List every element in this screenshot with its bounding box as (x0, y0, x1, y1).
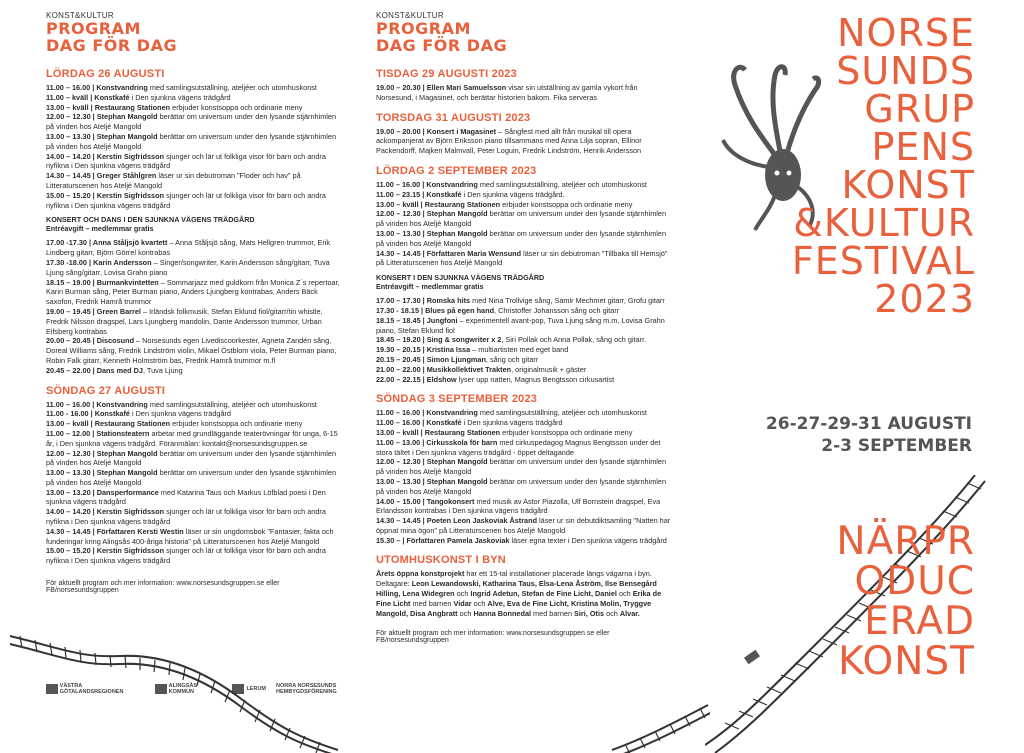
day-heading: SÖNDAG 27 AUGUSTI (46, 384, 166, 397)
event-time-title: 12.00 – 12.30 | Stephan Mangold (376, 457, 488, 467)
event-list (376, 180, 676, 268)
event-row (376, 408, 676, 418)
event-row (376, 365, 676, 375)
event-time-title: 14.00 – 14.20 | Kerstin Sigfridsson (46, 507, 165, 517)
event-row (46, 238, 346, 258)
event-time-title: 14.00 – 15.00 | Tangokonsert (376, 496, 475, 506)
event-description: i Den sjunkna vägens trädgård. (461, 189, 565, 199)
day-heading: TORSDAG 31 AUGUSTI 2023 (376, 111, 531, 124)
event-time-title: 11.00 – 16.00 | Konstvandring (376, 408, 478, 418)
event-time-title: 11.00 – 16.00 | Konstkafé (376, 418, 462, 428)
event-description: i Den sjunkna vägens trädgård (129, 92, 231, 102)
event-time-title: 19.00 – 20.30 | Ellen Mari Samuelsson (376, 83, 507, 92)
event-time-title: 18.15 – 19.00 | Burmankvintetten (46, 277, 159, 287)
event-row (46, 488, 346, 508)
logo-text: ALINGSÅS KOMMUN (168, 683, 198, 695)
event-row (376, 316, 676, 336)
event-description: läser ur sin ungdomsbok "Fantasier, fakta och funderingar kring Alingsås 400-åriga historia" på Litteraturscenen hos Ateljé Mangold (46, 526, 334, 546)
event-row (376, 229, 676, 249)
event-description: – Norsesunds egen Livediscoorkester, Agneta Zandén sång, Doreal Williams sång, Fredrik Lindström violin, Mikael Östblom viola, Peter Burman piano, Robin Falk gitarr, Kenneth Holmström bas, Fredrik Hamrå trummor m.fl (46, 336, 337, 365)
event-description: sjunger och lär ut folkliga visor för barn och andra nyfikna i Den sjunkna vägens trädgård (46, 151, 326, 171)
event-time-title: 19.00 – 20.00 | Konsert i Magasinet (376, 126, 497, 136)
event-time-title: 20.00 – 20.45 | Discosund (46, 336, 135, 346)
event-row (46, 429, 346, 449)
title-line: SUNDS (836, 49, 975, 93)
event-time-title: 11.00 – kväll | Konstkafé (46, 92, 130, 102)
event-row (376, 306, 676, 316)
event-description: berättar om universum under den lysande stjärnhimlen på vinden hos Ateljé Mangold (376, 209, 667, 229)
event-row (46, 132, 346, 152)
event-description: sjunger och lär ut folkliga visor för barn och andra nyfikna i Den sjunkna vägens trädgård (46, 190, 326, 210)
event-description: , originalmusik + gäster (511, 364, 587, 374)
utomhus-plain: och (454, 589, 471, 599)
logo-text: VÄSTRA GÖTALANDSREGIONEN (59, 683, 124, 695)
event-description: i Den sjunkna vägens trädgård (129, 409, 231, 419)
event-row (376, 418, 676, 428)
event-description: erbjuder konstsoppa och ordinarie meny (170, 102, 303, 112)
event-row (46, 468, 346, 488)
event-description: – Sångfest med allt från musikal till opera ackompanjerat av Björn Eriksson piano tillsammans med Anna Lilja sopran, Ellinor Packendorff, Majken Malmvall, Peter Loguin, Fredrik Lindström, Henrik Andersson (376, 126, 642, 156)
event-row (376, 536, 676, 546)
event-time-title: 13.00 – 13.30 | Stephan Mangold (376, 476, 488, 486)
event-time-title: 18.45 – 19.20 | Sing & songwriter x 2 (376, 335, 502, 345)
event-list (46, 400, 346, 567)
event-description: med samlingsutställning, ateljéer och utomhuskonst (147, 399, 317, 409)
event-time-title: 13.00 – kväll | Restaurang Stationen (376, 199, 501, 209)
event-time-title: 14.30 – 14.45 | Poeten Leon Jaskoviak Åstrand (376, 516, 538, 526)
middle-column (376, 0, 676, 644)
event-description: sjunger och lär ut folkliga visor för barn och andra nyfikna i Den sjunkna vägens trädgård (46, 507, 326, 527)
day-heading: LÖRDAG 26 AUGUSTI (46, 68, 165, 80)
title-line: ERAD (864, 599, 975, 644)
event-row (376, 190, 676, 200)
event-list (376, 127, 676, 156)
event-row (376, 335, 676, 345)
event-row (46, 93, 346, 103)
event-row (376, 296, 676, 306)
event-time-title: 17.00 – 17.30 | Romska hits (376, 296, 471, 306)
festival-dates (705, 413, 972, 457)
event-description: berättar om universum under den lysande stjärnhimlen på vinden hos Ateljé Mangold (46, 112, 337, 132)
event-row (376, 355, 676, 365)
event-list (376, 83, 676, 103)
konsert-title: KONSERT I DEN SJUNKNA VÄGENS TRÄDGÅRD (376, 273, 545, 283)
event-description: – Anna Ståljsjö sång, Mats Hellgren trummor, Erik Lindberg gitarr, Björn Görrel kontrabas (46, 238, 331, 258)
event-description: berättar om universum under den lysande stjärnhimlen på vinden hos Ateljé Mangold (376, 457, 667, 477)
utomhus-plain: och (604, 608, 620, 618)
event-time-title: 15.30 – | Författaren Pamela Jaskoviak (376, 535, 510, 545)
event-time-title: 20.15 – 20.45 | Simon Ljungman (376, 354, 486, 364)
railway-left-icon (0, 628, 340, 753)
event-row (46, 336, 346, 365)
event-row (46, 507, 346, 527)
title-line: 2023 (874, 277, 975, 321)
event-row (46, 191, 346, 211)
event-row (376, 83, 676, 103)
footer-text: För aktuellt program och mer information: www.norsesundsgruppen.se eller FB/norsesundsgruppen (376, 630, 610, 645)
day-heading: SÖNDAG 3 SEPTEMBER 2023 (376, 393, 538, 406)
event-description: läser ur sin debutroman "Tillbaka till Hemsjö" på Litteraturscenen hos Ateljé Mangold (376, 248, 668, 268)
event-description: med Katarina Taus och Markus Löfblad poesi i Den sjunkna vägens trädgård (46, 487, 326, 507)
event-row (376, 249, 676, 269)
event-row (376, 497, 676, 517)
event-description: – Sommarjazz med guldkorn från Monica Z´s repertoar, Karin Burman sång, Peter Burman piano, Anders Ljungberg kontrabas, Anders Bäck saxofon, Fredrik Hamrå trummor (46, 277, 340, 307)
event-description: erbjuder konstsoppa och ordinarie meny (500, 427, 633, 437)
event-description: , Siri Pollak och Anna Pollak, sång och gitarr. (501, 335, 647, 345)
event-time-title: 14.30 – 14.45 | Greger Ståhlgren (46, 171, 157, 181)
utomhus-heading: UTOMHUSKONST I BYN (376, 554, 506, 567)
event-description: berättar om universum under den lysande stjärnhimlen på vinden hos Ateljé Mangold (376, 228, 667, 248)
event-time-title: 12.00 – 12.30 | Stephan Mangold (46, 448, 158, 458)
utomhus-plain: med barnen (531, 608, 575, 618)
event-row (46, 366, 346, 376)
festival-title (705, 11, 975, 321)
event-time-title: 19.00 – 19.45 | Green Barrel (46, 306, 141, 316)
event-description: med samlingsutställning, ateljéer och utomhuskonst (147, 83, 317, 92)
event-time-title: 15.00 – 15.20 | Kerstin Sigfridsson (46, 190, 165, 200)
event-row (46, 307, 346, 336)
title-line: NORSE (837, 11, 975, 55)
event-time-title: 14.00 – 14.20 | Kerstin Sigfridsson (46, 151, 165, 161)
event-description: , Tuva Ljung (142, 365, 183, 375)
event-row (376, 516, 676, 536)
event-row (46, 112, 346, 132)
event-description: läser ur sin debutroman "Floder och hav" på Litteraturscenen hos Ateljé Mangold (46, 171, 301, 190)
title-line: NÄRPR (836, 519, 975, 564)
event-row (46, 400, 346, 410)
event-description: berättar om universum under den lysande stjärnhimlen på vinden hos Ateljé Mangold (376, 476, 667, 496)
day-heading: LÖRDAG 2 SEPTEMBER 2023 (376, 164, 537, 177)
event-description: arbetar med grundläggande teaterövningar för unga, 6-15 år, i Den sjunkna vägens trädgård. Föranmälan: kontakt@norsesundsgruppen.se (46, 428, 338, 448)
event-description: visar sin utställning av gamla vykort från Norsesund, i Magasinet, och berättar historien bakom. Fika serveras (376, 83, 638, 102)
event-time-title: 17.00 -17.30 | Anna Ståljsjö kvartett (46, 238, 168, 248)
right-panel (705, 0, 1024, 753)
utomhus-plain: med barnen (410, 598, 454, 608)
event-row (46, 419, 346, 429)
section-label: KONST&KULTUR (46, 11, 114, 20)
event-time-title: 20.45 – 22.00 | Dans med DJ (46, 365, 143, 375)
utomhus-bold: Siri, Otis (574, 608, 605, 618)
event-time-title: 22.00 – 22.15 | Eldshow (376, 374, 457, 384)
event-description: med musik av Astor Piazolla, Ulf Bornstein dragspel, Eva Erlandsson kontrabas i Den sjunkna vägens trädgård (376, 496, 661, 516)
utomhus-bold: Alve, Eva de Fine Licht, Kristina Molin, Tryggve Mangold, Disa Angbratt (376, 598, 652, 618)
event-description: – Singer/songwriter, Karin Andersson sång/gitarr, Tuva Ljung sång/gitarr, Lovisa Grahn piano (46, 257, 330, 277)
program-title (376, 20, 676, 54)
event-time-title: 17.30 - 18.15 | Blues på egen hand (376, 305, 495, 315)
event-description: , sång och gitarr (485, 354, 539, 364)
title-line: FESTIVAL (791, 239, 975, 283)
event-row (376, 180, 676, 190)
event-description: berättar om universum under den lysande stjärnhimlen på vinden hos Ateljé Mangold (46, 468, 337, 487)
konsert-heading (376, 273, 676, 291)
event-description: med samlingsutställning, ateljéer och utomhuskonst (477, 408, 647, 418)
dates-line: 2-3 SEPTEMBER (821, 436, 972, 456)
konsert-entry: Entréavgift – medlemmar gratis (46, 224, 154, 234)
event-time-title: 11.00 – 13.00 | Cirkusskola för barn (376, 437, 498, 447)
event-row (376, 345, 676, 355)
logo-text: LERUM (246, 686, 266, 692)
konsert-entry: Entréavgift – medlemmar gratis (376, 282, 484, 292)
event-time-title: 11.00 – 16.00 | Konstvandring (46, 399, 148, 409)
utomhus-bold: Alvar. (619, 608, 640, 618)
event-row (46, 449, 346, 469)
utomhus-bold: Vidar (453, 598, 472, 608)
event-description: läser egna texter i Den sjunkna vägens trädgård (509, 535, 667, 545)
event-description: – multiartisten med eget band (470, 345, 569, 355)
program-title-line: PROGRAM (46, 19, 141, 38)
program-title (46, 20, 346, 54)
title-line: ODUC (854, 559, 975, 604)
event-row (46, 258, 346, 278)
event-time-title: 13.00 – kväll | Restaurang Stationen (376, 427, 501, 437)
event-list (376, 408, 676, 545)
event-description: med cirkuspedagog Magnus Bengtsson under det stora tältet i Den sjunkna vägens trädgård - öppet deltagande (376, 437, 661, 457)
event-row (376, 200, 676, 210)
event-row (376, 438, 676, 458)
event-description: sjunger och lär ut folkliga visor för barn och andra nyfikna i Den sjunkna vägens trädgård (46, 546, 326, 566)
event-description: – Irländsk folkmusik, Stefan Eklund fiol/gitarr/tin whistle, Fredrik Nilsson dragspel, Lars Ljungberg mandolin, Dante Andersson trummor, Urban Eifsberg kontrabas (46, 306, 323, 336)
event-row (46, 171, 346, 191)
event-description: med samlingsutställning, ateljéer och utomhuskonst (477, 179, 647, 189)
event-time-title: 19.30 – 20.15 | Kristina Issa (376, 345, 471, 355)
event-description: i Den sjunkna vägens trädgård (461, 418, 563, 428)
konsert-title: KONSERT OCH DANS I DEN SJUNKNA VÄGENS TRÄDGÅRD (46, 215, 255, 225)
event-time-title: 13.00 – 13.20 | Dansperformance (46, 487, 159, 497)
day-heading: TISDAG 29 AUGUSTI 2023 (376, 68, 517, 80)
event-time-title: 13.00 – 13.30 | Stephan Mangold (376, 228, 488, 238)
program-title-line: DAG FÖR DAG (46, 36, 178, 55)
event-row (46, 103, 346, 113)
event-time-title: 11.00 – 23.15 | Konstkafé (376, 189, 462, 199)
event-time-title: 12.00 – 12.30 | Stephan Mangold (46, 112, 158, 122)
footer-text: För aktuellt program och mer information: www.norsesundsgruppen.se eller FB/norsesundsgruppen (46, 580, 280, 595)
title-line: KONST (838, 639, 975, 684)
utomhus-text (376, 569, 676, 618)
title-line: KONST (841, 163, 975, 207)
event-row (376, 127, 676, 156)
event-row (376, 428, 676, 438)
event-description: – experimentell avant-pop, Tuva Ljung sång m.m, Lovisa Grahn piano, Stefan Eklund fiol (376, 315, 665, 335)
event-description: , Christoffer Johansson sång och gitarr (494, 305, 620, 315)
utomhus-bold: Hanna Bonnedal (473, 608, 532, 618)
event-time-title: 18.15 – 18.45 | Jungfoni (376, 315, 458, 325)
event-row (46, 83, 346, 93)
event-description: berättar om universum under den lysande stjärnhimlen på vinden hos Ateljé Mangold (46, 131, 337, 151)
program-title-line: PROGRAM (376, 19, 471, 38)
utomhus-bold: Ingrid Adetun, Stefan de Fine Licht, Daniel (470, 589, 617, 599)
event-row (46, 152, 346, 172)
event-time-title: 11.00 - 16.00 | Konstkafé (46, 409, 130, 419)
event-time-title: 13.00 – 13.30 | Stephan Mangold (46, 131, 158, 141)
event-description: erbjuder konstsoppa och ordinarie meny (500, 199, 633, 209)
left-column (46, 0, 346, 594)
section-label: KONST&KULTUR (376, 11, 444, 20)
event-time-title: 11.00 – 12.00 | Stationsteatern (46, 428, 150, 438)
event-row (46, 527, 346, 547)
utomhus-plain: och (457, 608, 474, 618)
event-row (46, 546, 346, 566)
dates-line: 26-27-29-31 AUGUSTI (765, 414, 972, 434)
railway-middle-icon (610, 700, 710, 753)
event-row (376, 375, 676, 385)
event-description: berättar om universum under den lysande stjärnhimlen på vinden hos Ateljé Mangold (46, 448, 337, 468)
event-time-title: 21.00 – 22.00 | Musikkollektivet Trakten (376, 364, 512, 374)
event-time-title: 14.30 – 14.45 | Författaren Kersti Westin (46, 526, 184, 536)
event-row (46, 278, 346, 307)
event-time-title: 17.30 -18.00 | Karin Andersson (46, 257, 152, 267)
event-description: med Nina Trollvige sång, Samir Mechmet gitarr, Grofu gitarr (470, 296, 665, 306)
utomhus-plain: och (471, 598, 488, 608)
event-description: läser ur sin debutdiktsamling "Natten har öppnat mina ögon" på Litteraturscenen hos Ateljé Mangold (376, 516, 671, 535)
event-row (46, 409, 346, 419)
utomhus-bold: Erika de Fine Licht (376, 589, 662, 608)
event-time-title: 14.30 – 14.45 | Författaren Maria Wensund (376, 248, 522, 258)
event-time-title: 11.00 – 16.00 | Konstvandring (46, 83, 148, 92)
utomhus-plain: har ett 15-tal installationer placerade längs vägarna i byn. Deltagare: (376, 569, 652, 589)
title-line: PENS (871, 125, 975, 169)
event-list (376, 296, 676, 384)
narproducerad-title (705, 519, 975, 684)
event-row (376, 209, 676, 229)
title-line: GRUP (864, 87, 975, 131)
event-time-title: 13.00 – kväll | Restaurang Stationen (46, 419, 171, 429)
event-time-title: 15.00 – 15.20 | Kerstin Sigfridsson (46, 546, 165, 556)
event-time-title: 13.00 – 13.30 | Stephan Mangold (46, 468, 158, 478)
event-time-title: 12.00 – 12.30 | Stephan Mangold (376, 209, 488, 219)
event-time-title: 13.00 – kväll | Restaurang Stationen (46, 102, 171, 112)
utomhus-bold: Leon Lewandowski, Katharina Taus, Elsa-Lena Åström, Ilse Bensegård Hilling, Lena Widegren (376, 579, 657, 599)
utomhus-bold: Årets öppna konstprojekt (376, 569, 465, 579)
event-list (46, 83, 346, 210)
event-row (376, 457, 676, 477)
logo-text: NORRA NORSESUNDS HEMBYGDSFÖRENING (276, 683, 337, 695)
title-line: &KULTUR (793, 201, 975, 245)
program-title-line: DAG FÖR DAG (376, 36, 508, 55)
event-time-title: 11.00 – 16.00 | Konstvandring (376, 179, 478, 189)
event-list (46, 238, 346, 375)
konsert-heading (46, 215, 346, 233)
event-row (376, 477, 676, 497)
event-description: erbjuder konstsoppa och ordinarie meny (170, 419, 303, 429)
utomhus-plain: och (616, 589, 633, 599)
event-description: lyser upp natten, Magnus Bengtsson cirkusartist (456, 374, 615, 384)
